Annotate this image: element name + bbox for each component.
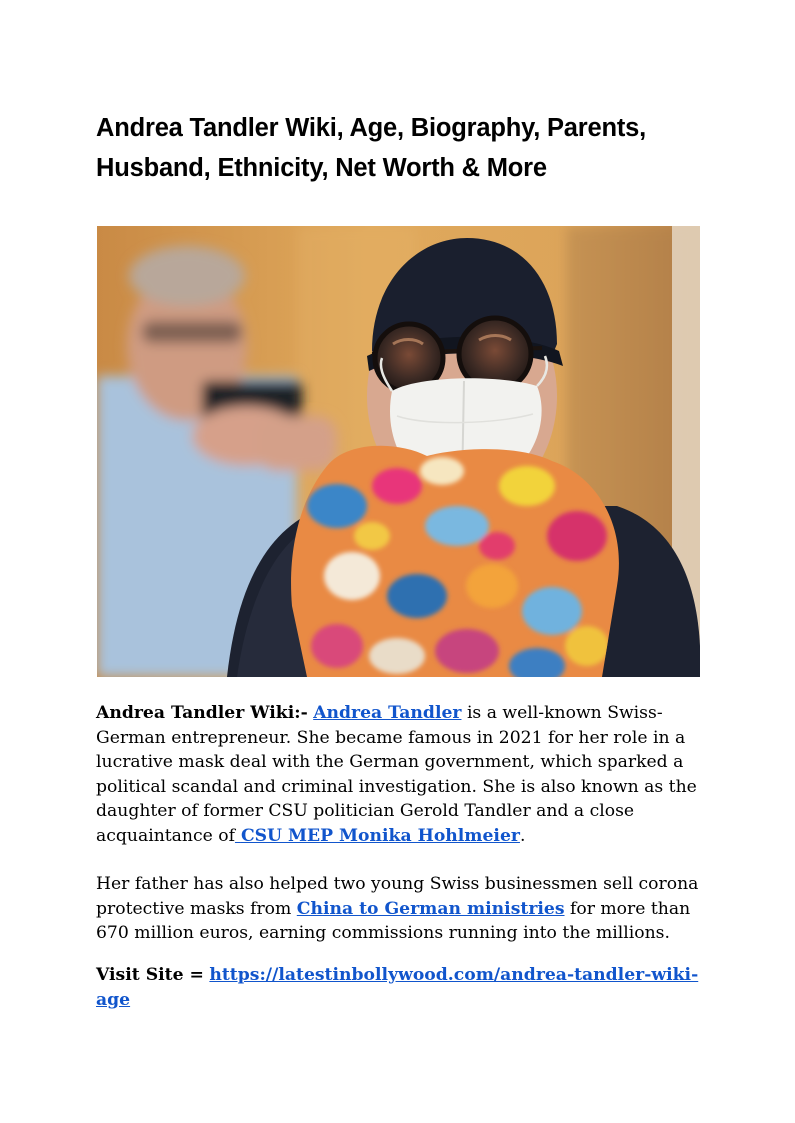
monika-hohlmeier-link-text: CSU MEP Monika Hohlmeier [240, 825, 520, 846]
article-photo [97, 226, 700, 677]
intro-paragraph [96, 701, 706, 848]
wiki-label: Andrea Tandler Wiki:- [96, 703, 308, 723]
intro-end: . [519, 825, 526, 846]
page-title: Andrea Tandler Wiki, Age, Biography, Parents, Husband, Ethnicity, Net Worth & More [96, 114, 646, 182]
china-ministries-link[interactable]: China to German ministries [296, 898, 565, 919]
andrea-tandler-link[interactable]: Andrea Tandler [313, 703, 462, 723]
visit-site-line [96, 963, 706, 1012]
father-text-end: for more than 670 million euros, earning commissions running into the millions. [96, 898, 691, 943]
monika-hohlmeier-link[interactable] [235, 826, 520, 846]
visit-site-link[interactable]: https://latestinbollywood.com/andrea-tandler-wiki-age [96, 965, 699, 1010]
father-paragraph [96, 872, 706, 946]
father-text-start: Her father has also helped two young Swiss businessmen sell corona protective masks from [96, 874, 699, 919]
visit-site-label: Visit Site = [96, 965, 204, 985]
intro-text: is a well-known Swiss-German entrepreneur. She became famous in 2021 for her role in a lucrative mask deal with the German government, which sparked a political scandal and criminal investigation. She is also known as the daughter of former CSU politician Gerold Tandler and a close acquaintance of [96, 703, 697, 846]
